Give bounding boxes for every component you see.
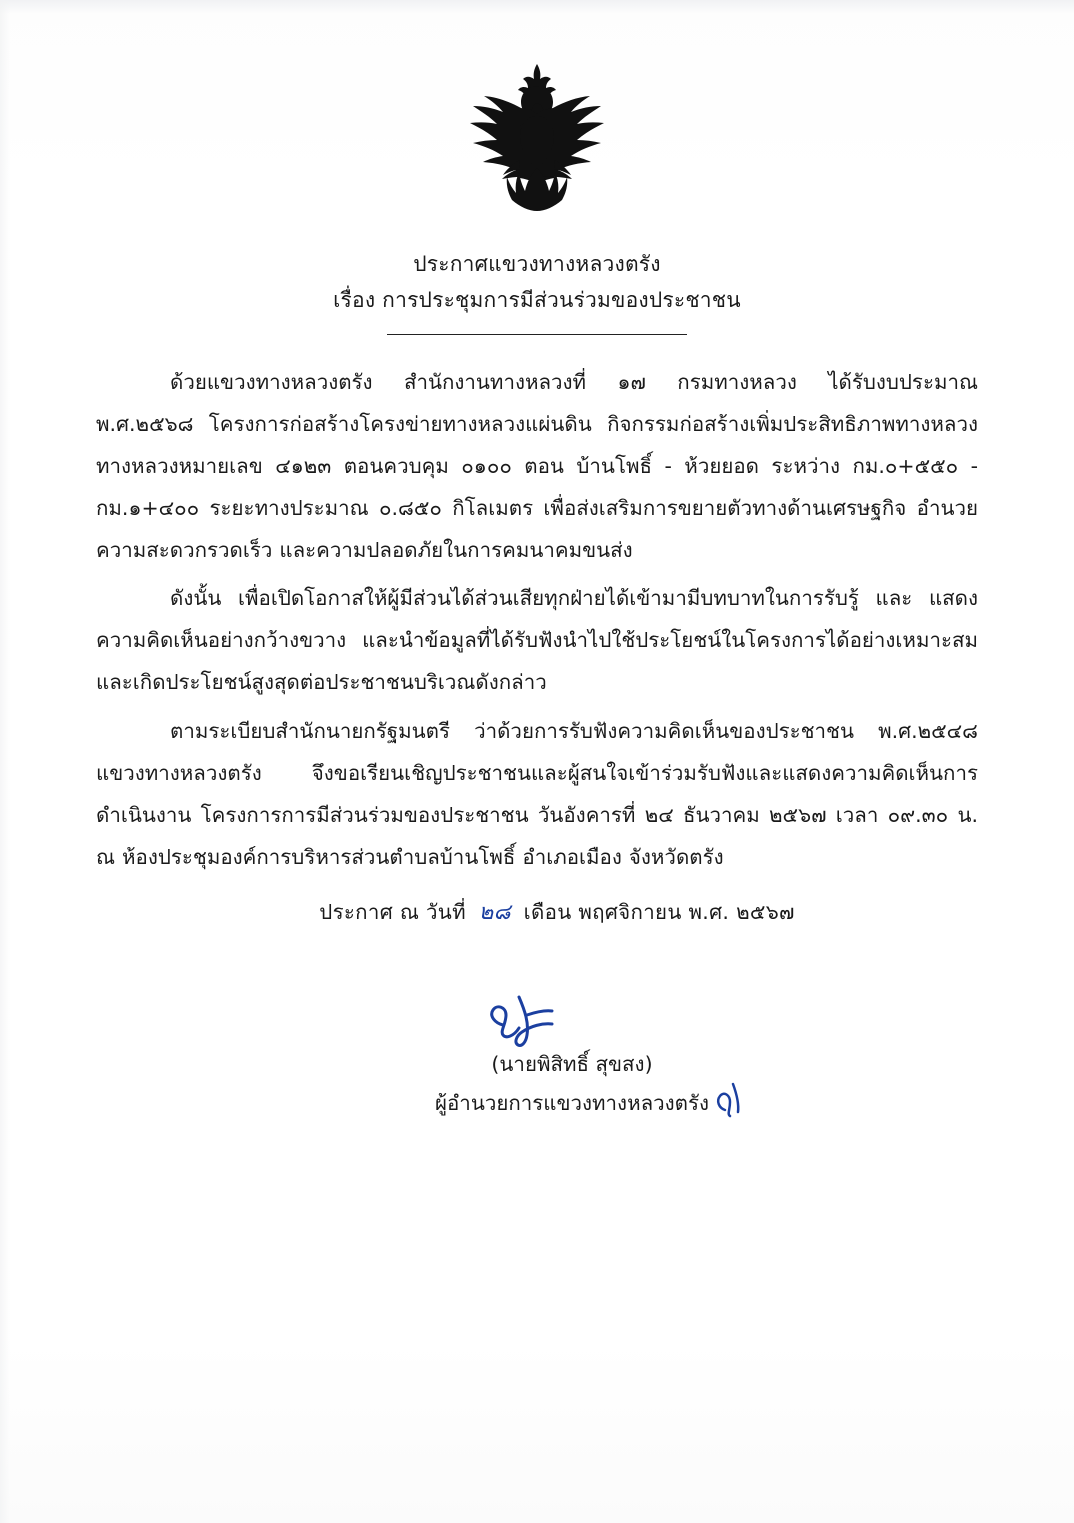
signatory-name: (นายพิสิทธิ์ สุขสง) xyxy=(491,1051,653,1076)
announcement-subject: เรื่อง การประชุมการมีส่วนร่วมของประชาชน xyxy=(333,287,741,312)
month-value: พฤศจิกายน xyxy=(578,899,682,924)
date-prefix: ประกาศ ณ วันที่ xyxy=(319,899,466,924)
year-value: ๒๕๖๗ xyxy=(736,899,795,924)
paragraph-2-text: ดังนั้น เพื่อเปิดโอกาสให้ผู้มีส่วนได้ส่วนเสียทุกฝ่ายได้เข้ามามีบทบาทในการรับรู้ และ แสดงความคิดเห็นอย่างกว้างขวาง และนำข้อมูลที่ได้รับฟังนำไปใช้ประโยชน์ในโครงการได้อย่างเหมาะสม และเกิดประโยชน์สูงสุดต่อประชาชนบริเวณดังกล่าว xyxy=(96,586,978,695)
month-label: เดือน xyxy=(523,899,572,924)
paragraph-2 xyxy=(96,577,978,703)
paragraph-1 xyxy=(96,361,978,571)
signatory-title-wrap xyxy=(435,1084,709,1123)
paragraph-1-text: ด้วยแขวงทางหลวงตรัง สำนักงานทางหลวงที่ ๑๗ กรมทางหลวง ได้รับงบประมาณ พ.ศ.๒๕๖๘ โครงการก่อสร้างโครงข่ายทางหลวงแผ่นดิน กิจกรรมก่อสร้างเพิ่มประสิทธิภาพทางหลวง ทางหลวงหมายเลข ๔๑๒๓ ตอนควบคุม ๐๑๐๐ ตอน บ้านโพธิ์ - ห้วยยอด ระหว่าง กม.๐+๕๕๐ - กม.๑+๔๐๐ ระยะทางประมาณ ๐.๘๕๐ กิโลเมตร เพื่อส่งเสริมการขยายตัวทางด้านเศรษฐกิจ อำนวยความสะดวกรวดเร็ว และความปลอดภัยในการคมนาคมขนส่ง xyxy=(96,370,978,563)
handwritten-day: ๒๘ xyxy=(478,899,511,925)
paragraph-3-text: ตามระเบียบสำนักนายกรัฐมนตรี ว่าด้วยการรับฟังความคิดเห็นของประชาชน พ.ศ.๒๕๔๘ แขวงทางหลวงตรัง จึงขอเรียนเชิญประชาชนและผู้สนใจเข้าร่วมรับฟังและแสดงความคิดเห็นการดำเนินงาน โครงการการมีส่วนร่วมของประชาชน วันอังคารที่ ๒๔ ธันวาคม ๒๕๖๗ เวลา ๐๙.๓๐ น. ณ ห้องประชุมองค์การบริหารส่วนตำบลบ้านโพธิ์ อำเภอเมือง จังหวัดตรัง xyxy=(96,718,978,869)
announcement-title: ประกาศแขวงทางหลวงตรัง xyxy=(413,252,661,276)
paragraph-3 xyxy=(96,710,978,878)
emblem-container xyxy=(96,0,978,225)
handwritten-initial xyxy=(711,1080,755,1131)
year-label: พ.ศ. xyxy=(688,899,730,924)
document-heading xyxy=(96,247,978,335)
signature-block xyxy=(96,991,978,1123)
document-body xyxy=(96,361,978,877)
heading-divider xyxy=(387,334,687,335)
announcement-date-line xyxy=(96,894,978,929)
signatory-title: ผู้อำนวยการแขวงทางหลวงตรัง xyxy=(434,1090,710,1115)
handwritten-signature xyxy=(166,991,978,1045)
garuda-emblem xyxy=(447,56,627,221)
